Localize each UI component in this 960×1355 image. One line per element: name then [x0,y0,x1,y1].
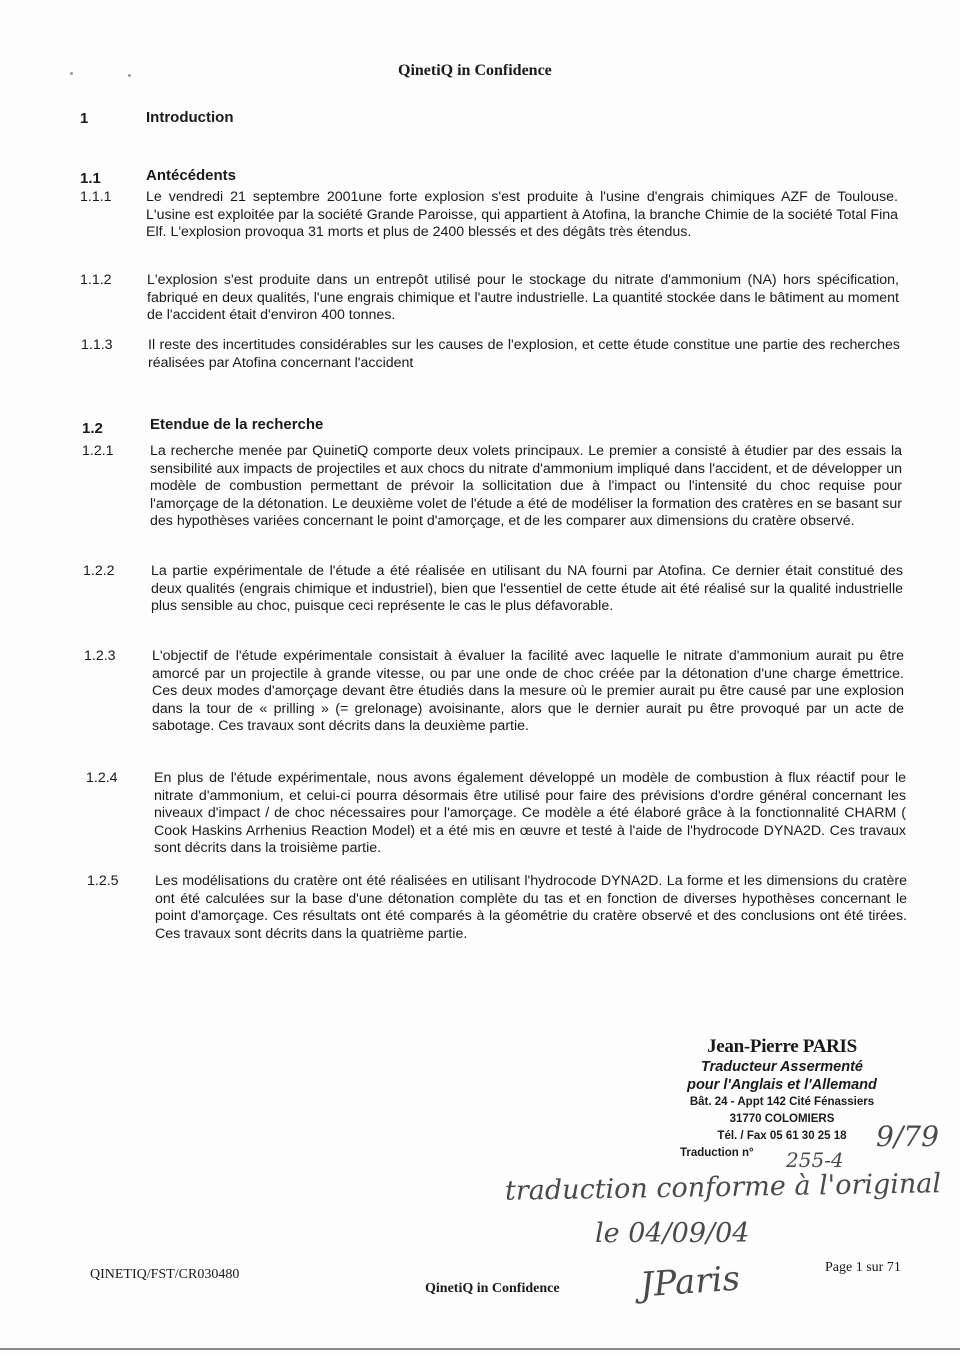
page-number: Page 1 sur 71 [825,1260,901,1275]
paragraph-text: Il reste des incertitudes considérables sur les causes de l'explosion, et cette étude constitue une partie des recherches réalisées par Atofina concernant l'accident [148,337,900,371]
paragraph-text: L'objectif de l'étude expérimentale consistait à évaluer la facilité avec laquelle le nitrate d'ammonium aurait pu être amorcé par un projectile à grande vitesse, ou par une onde de choc créée par la détonation d'une charge émettrice. Ces deux modes d'amorçage devant être étudiés dans la mesure où le premier aurait pu être causé par une explosion dans la tour de « prilling » (= grelonage) avoisinante, alors que le dernier aurait pu être provoqué par un acte de sabotage. Ces travaux sont décrits dans la deuxième partie. [152,648,904,734]
paragraph-text: Les modélisations du cratère ont été réalisées en utilisant l'hydrocode DYNA2D. La forme et les dimensions du cratère ont été calculées sur la base d'une détonation complète du tas et en fonction de diverses hypothèses concernant le point d'amorçage. Ces résultats ont été comparés à la géométrie du cratère observé et des conclusions ont été tirées. Ces travaux sont décrits dans la quatrième partie. [155,873,907,942]
translation-number-label: Traduction n° [680,1147,754,1159]
paragraph-number: 1.2.3 [84,648,116,664]
paragraph-text: La partie expérimentale de l'étude a été réalisée en utilisant du NA fourni par Atofina. Ce dernier était constitué des deux qualités (engrais chimique et industriel), bien que l'essentiel de cette étude ait été réalisé sur la qualité industrielle plus sensible au choc, puisque ceci représente le cas le plus défavorable. [151,563,903,614]
section-1-1-title: Antécédents [146,167,237,184]
translator-languages: pour l'Anglais et l'Allemand [687,1077,877,1093]
paragraph-number: 1.2.5 [87,873,119,889]
paragraph-text: Le vendredi 21 septembre 2001une forte explosion s'est produite à l'usine d'engrais chimiques AZF de Toulouse. L'usine est exploitée par la société Grande Paroisse, qui appartient à Atofina, la branche Chimie de la société Total Fina Elf. L'explosion provoqua 31 morts et plus de 2400 blessés et des dégâts très étendus. [146,189,898,240]
translator-address: Bât. 24 - Appt 142 Cité Fénassiers [689,1096,875,1108]
document-reference: QINETIQ/FST/CR030480 [90,1267,240,1282]
paragraph-number: 1.1.3 [81,337,113,353]
paragraph-number: 1.1.1 [80,189,112,205]
paragraph-text: L'explosion s'est produite dans un entrepôt utilisé pour le stockage du nitrate d'ammonium (NA) hors spécification, fabriqué en deux qualités, l'une engrais chimique et l'autre industrielle. La quantité stockée dans le bâtiment au moment de l'accident était d'environ 400 tonnes. [147,272,899,323]
translator-city: 31770 COLOMIERS [729,1113,835,1125]
translator-name: Jean-Pierre PARIS [707,1036,857,1057]
translator-phone: Tél. / Fax 05 61 30 25 18 [717,1130,847,1142]
handwritten-date: le 04/09/04 [595,1218,750,1249]
paragraph-number: 1.2.1 [82,443,114,459]
translator-role: Traducteur Assermenté [701,1059,863,1075]
paragraph-number: 1.2.4 [86,770,118,786]
paragraph-text: En plus de l'étude expérimentale, nous avons également développé un modèle de combustion à flux réactif pour le nitrate d'ammonium, et celui-ci pourra désormais être utilisé pour faire des prévisions d'ordre général concernant les niveaux d'impact / de choc nécessaires pour l'amorçage. Ce modèle a été élaboré grâce à la fonctionnalité CHARM ( Cook Haskins Arrhenius Reaction Model) et a été mis en œuvre et testé à l'aide de l'hydrocode DYNA2D. Ces travaux sont décrits dans la troisième partie. [154,770,906,856]
section-1-1-number: 1.1 [80,170,101,187]
section-1-2-title: Etendue de la recherche [150,416,324,433]
paragraph-number: 1.1.2 [80,272,112,288]
handwritten-translation-number: 255-4 [786,1148,844,1172]
section-1-number: 1 [80,110,89,127]
footer-confidentiality: QinetiQ in Confidence [425,1281,560,1296]
page-edge [0,1348,960,1350]
header-title: QinetiQ in Confidence [398,62,552,79]
translator-stamp [672,1036,892,1162]
paragraph-text: La recherche menée par QuinetiQ comporte deux volets principaux. Le premier a consisté à étudier par des essais la sensibilité aux impacts de projectiles et aux chocs du nitrate d'ammonium impliqué dans l'accident, et de développer un modèle de combustion permettant de prévoir la sollicitation due à l'impact ou l'intensité du choc requise pour l'amorçage de la détonation. Le deuxième volet de l'étude a été de modéliser la formation des cratères en se basant sur des hypothèses variées concernant le point d'amorçage, et de les comparer aux dimensions du cratère observé. [150,443,902,529]
section-1-title: Introduction [146,109,234,126]
section-1-2-number: 1.2 [82,420,103,437]
handwritten-signature: JParis [638,1258,742,1306]
paragraph-number: 1.2.2 [83,563,115,579]
handwritten-page-count: 9/79 [876,1120,939,1153]
handwritten-certification: traduction conforme à l'original [504,1168,942,1207]
